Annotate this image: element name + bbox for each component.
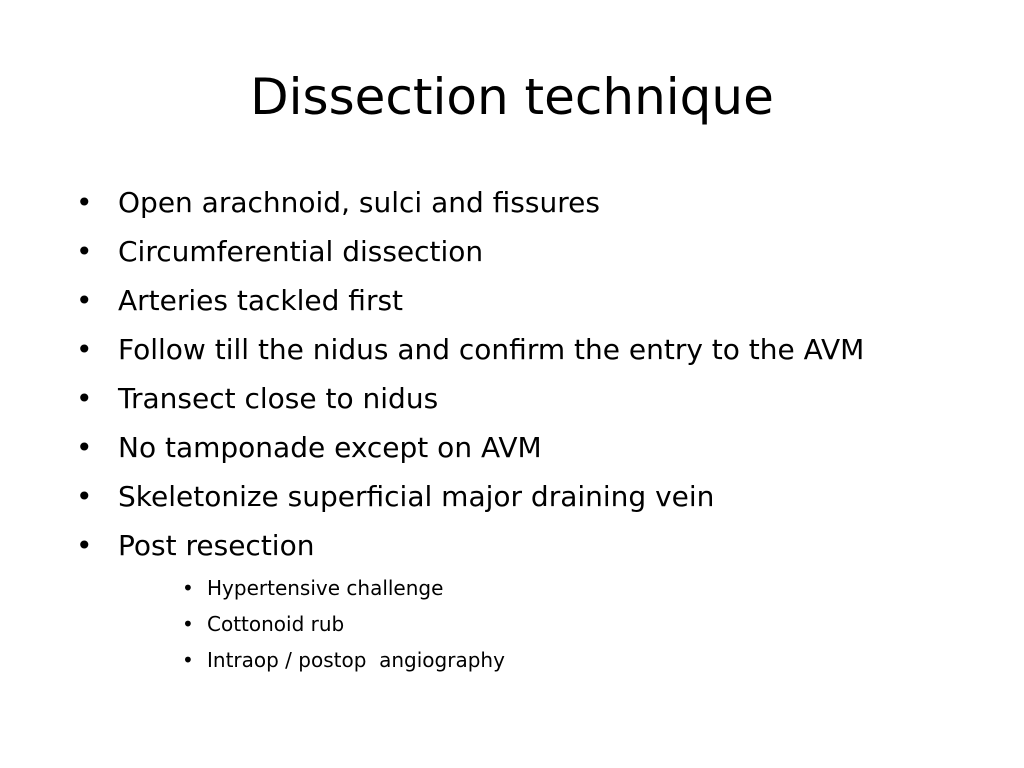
- sub-list-item: [72, 606, 992, 642]
- sub-list-item: [72, 570, 992, 606]
- bullet-icon: •: [76, 284, 93, 317]
- list-item: [72, 178, 992, 227]
- bullet-list: [72, 178, 992, 678]
- sub-bullet-list: [72, 570, 992, 678]
- bullet-icon: •: [76, 529, 93, 562]
- bullet-icon: •: [76, 431, 93, 464]
- list-item: [72, 227, 992, 276]
- list-item: [72, 374, 992, 423]
- list-item-text: Post resection: [118, 529, 315, 562]
- bullet-icon: •: [182, 576, 194, 600]
- bullet-icon: •: [76, 333, 93, 366]
- list-item: [72, 276, 992, 325]
- list-item-text: Skeletonize superficial major draining vein: [118, 480, 715, 513]
- sub-list-item-text: Intraop / postop angiography: [207, 648, 505, 672]
- bullet-icon: •: [76, 480, 93, 513]
- list-item-text: No tamponade except on AVM: [118, 431, 542, 464]
- bullet-icon: •: [76, 186, 93, 219]
- sub-list-item: [72, 642, 992, 678]
- bullet-icon: •: [182, 648, 194, 672]
- list-item: [72, 472, 992, 521]
- list-item-text: Transect close to nidus: [118, 382, 439, 415]
- list-item: [72, 521, 992, 570]
- sub-list-item-text: Hypertensive challenge: [207, 576, 444, 600]
- list-item: [72, 325, 992, 374]
- sub-list-container: [72, 570, 992, 678]
- list-item-text: Arteries tackled first: [118, 284, 404, 317]
- bullet-icon: •: [76, 382, 93, 415]
- list-item: [72, 423, 992, 472]
- list-item-text: Follow till the nidus and confirm the entry to the AVM: [118, 333, 865, 366]
- list-item-text: Open arachnoid, sulci and fissures: [118, 186, 600, 219]
- slide-title: Dissection technique: [250, 68, 774, 126]
- list-item-text: Circumferential dissection: [118, 235, 484, 268]
- bullet-icon: •: [182, 612, 194, 636]
- bullet-icon: •: [76, 235, 93, 268]
- sub-list-item-text: Cottonoid rub: [207, 612, 345, 636]
